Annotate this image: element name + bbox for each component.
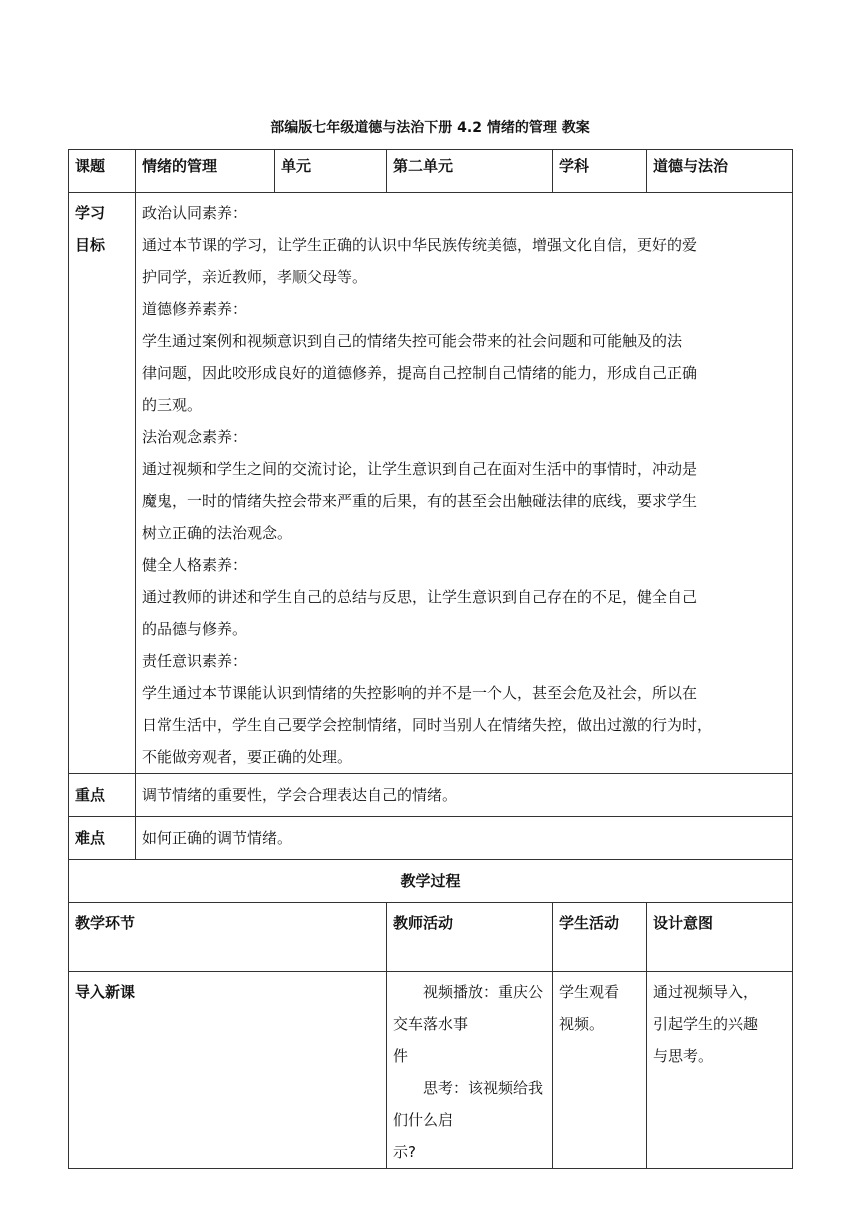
objective-line: 日常生活中，学生自己要学会控制情绪，同时当别人在情绪失控，做出过激的行为时，: [142, 716, 713, 734]
info-row: [69, 150, 793, 193]
objective-line: 护同学，亲近教师，孝顺父母等。: [142, 268, 368, 286]
objectives-label-line: 目标: [75, 236, 106, 254]
objectives-content: [136, 193, 793, 774]
column-header-student: 学生活动: [553, 903, 647, 972]
design-intent: [647, 972, 793, 1169]
teacher-activity-line: 件: [393, 1047, 409, 1065]
objective-line: 学生通过本节课能认识到情绪的失控影响的并不是一个人，甚至会危及社会，所以在: [142, 684, 698, 702]
teacher-activity-line: 思考：该视频给我们什么启: [393, 1079, 544, 1129]
document-title: 部编版七年级道德与法治下册 4.2 情绪的管理 教案: [270, 120, 590, 136]
teacher-activity: [387, 972, 553, 1169]
subject-label: 学科: [553, 150, 647, 193]
objective-line: 魔鬼，一时的情绪失控会带来严重的后果，有的甚至会出触碰法律的底线，要求学生: [142, 492, 698, 510]
unit-value: 第二单元: [387, 150, 553, 193]
objective-line: 律问题，因此咬形成良好的道德修养，提高自己控制自己情绪的能力，形成自己正确: [142, 364, 698, 382]
student-activity-line: 学生观看: [559, 983, 620, 1001]
objective-line: 学生通过案例和视频意识到自己的情绪失控可能会带来的社会问题和可能触及的法: [142, 332, 683, 350]
student-activity: [553, 972, 647, 1169]
process-columns-row: [69, 903, 793, 972]
teacher-activity-line: 示?: [393, 1143, 416, 1161]
unit-label: 单元: [275, 150, 387, 193]
objective-line: 不能做旁观者，要正确的处理。: [142, 748, 353, 766]
objective-line: 责任意识素养：: [142, 652, 248, 670]
objective-line: 树立正确的法治观念。: [142, 524, 293, 542]
process-heading: 教学过程: [69, 860, 793, 903]
objectives-label-line: 学习: [75, 204, 106, 222]
key-point-label: 重点: [69, 774, 136, 817]
objective-line: 的三观。: [142, 396, 203, 414]
objective-line: 通过本节课的学习，让学生正确的认识中华民族传统美德，增强文化自信，更好的爱: [142, 236, 698, 254]
subject-value: 道德与法治: [647, 150, 793, 193]
objective-line: 政治认同素养：: [142, 204, 248, 222]
process-row: [69, 972, 793, 1169]
objective-line: 的品德与修养。: [142, 620, 248, 638]
objectives-label: [69, 193, 136, 774]
column-header-stage: 教学环节: [69, 903, 387, 972]
course-value: 情绪的管理: [136, 150, 275, 193]
key-point-row: [69, 774, 793, 817]
design-intent-line: 与思考。: [653, 1047, 714, 1065]
objective-line: 健全人格素养：: [142, 556, 248, 574]
objectives-row: [69, 193, 793, 774]
difficulty-label: 难点: [69, 817, 136, 860]
objective-line: 通过视频和学生之间的交流讨论，让学生意识到自己在面对生活中的事情时，冲动是: [142, 460, 698, 478]
column-header-intent: 设计意图: [647, 903, 793, 972]
teacher-activity-line: 视频播放：重庆公交车落水事: [393, 983, 544, 1033]
student-activity-line: 视频。: [559, 1015, 605, 1033]
key-point-value: 调节情绪的重要性，学会合理表达自己的情绪。: [136, 774, 793, 817]
column-header-teacher: 教师活动: [387, 903, 553, 972]
difficulty-row: [69, 817, 793, 860]
process-stage: 导入新课: [69, 972, 387, 1169]
objective-line: 通过教师的讲述和学生自己的总结与反思，让学生意识到自己存在的不足，健全自己: [142, 588, 698, 606]
design-intent-line: 引起学生的兴趣: [653, 1015, 759, 1033]
process-heading-row: [69, 860, 793, 903]
objective-line: 法治观念素养：: [142, 428, 248, 446]
course-label: 课题: [69, 150, 136, 193]
lesson-plan-table: [68, 149, 793, 1169]
objective-line: 道德修养素养：: [142, 300, 248, 318]
difficulty-value: 如何正确的调节情绪。: [136, 817, 793, 860]
design-intent-line: 通过视频导入，: [653, 983, 759, 1001]
